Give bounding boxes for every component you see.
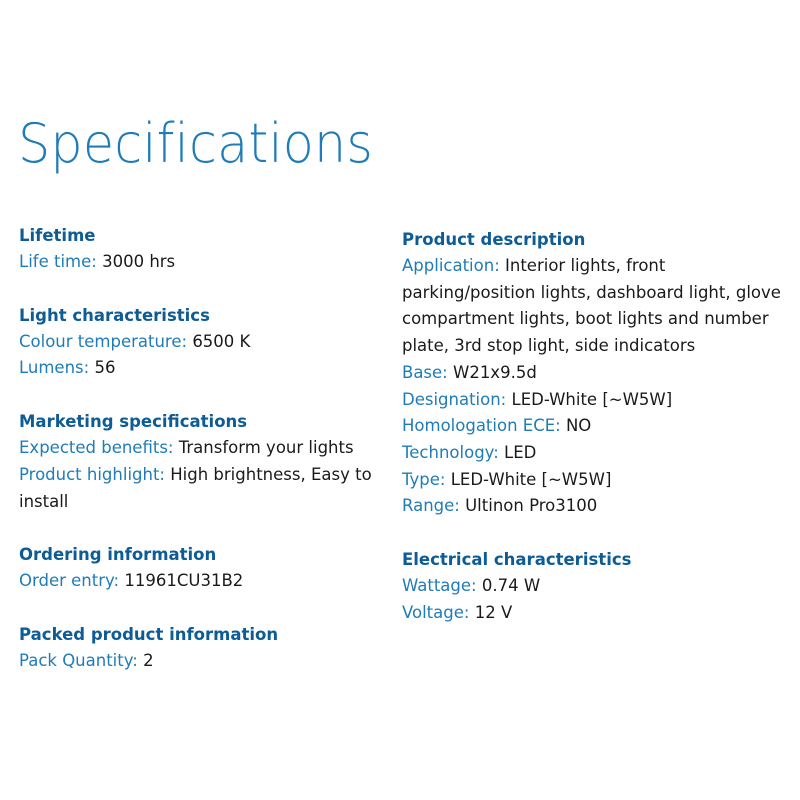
spec-value: 11961CU31B2	[124, 571, 244, 591]
lifetime-section	[19, 222, 389, 276]
spec-value: W21x9.5d	[453, 362, 537, 382]
product-description-section	[402, 226, 794, 520]
spec-value: NO	[565, 416, 592, 436]
spec-label: Homologation ECE:	[402, 416, 561, 436]
packed-section	[19, 621, 389, 675]
spec-label: Product highlight:	[19, 464, 165, 484]
spec-value: High brightness, Easy to install	[19, 464, 372, 511]
section-title-lifetime: Lifetime	[19, 226, 96, 245]
section-title-packed: Packed product information	[19, 624, 279, 644]
spec-value: 3000 hrs	[102, 252, 176, 271]
spec-row-technology	[402, 440, 794, 467]
spec-row-base	[402, 360, 794, 387]
marketing-section	[19, 408, 389, 515]
spec-label: Wattage:	[402, 576, 477, 596]
section-title-ordering: Ordering information	[19, 545, 217, 565]
spec-value: 12 V	[474, 602, 513, 622]
spec-value: 56	[94, 358, 116, 378]
spec-row-designation	[402, 387, 794, 414]
section-title-electrical: Electrical characteristics	[402, 550, 632, 570]
spec-row-type	[402, 467, 794, 494]
light-characteristics-section	[19, 302, 389, 382]
spec-value: LED-White [~W5W]	[450, 469, 612, 489]
spec-row-colour-temperature	[19, 329, 389, 356]
electrical-section	[402, 546, 794, 626]
spec-row-wattage	[402, 573, 794, 600]
spec-row-homologation	[402, 413, 794, 440]
spec-row-product-highlight	[19, 462, 389, 515]
spec-row-voltage	[402, 600, 794, 627]
spec-label: Type:	[402, 469, 446, 489]
spec-row-pack-quantity	[19, 648, 389, 675]
spec-label: Designation:	[402, 389, 507, 409]
spec-label: Range:	[402, 496, 460, 516]
spec-value: LED	[504, 442, 537, 462]
spec-label: Application:	[402, 256, 500, 275]
spec-row-application	[402, 253, 794, 360]
spec-value: 0.74 W	[481, 576, 541, 596]
right-column	[402, 226, 794, 626]
spec-label: Voltage:	[402, 602, 470, 622]
spec-label: Base:	[402, 362, 448, 382]
spec-label: Lumens:	[19, 358, 90, 378]
ordering-section	[19, 541, 389, 595]
spec-row-life-time	[19, 249, 389, 276]
spec-value: Interior lights, front parking/position lights, dashboard light, glove compartment lights, boot lights and number plate, 3rd stop light, side indicators	[402, 256, 781, 356]
section-title-light: Light characteristics	[19, 305, 210, 325]
page-title: Specifications	[18, 112, 373, 175]
spec-label: Pack Quantity:	[19, 650, 138, 670]
spec-value: Transform your lights	[178, 438, 354, 458]
spec-label: Technology:	[402, 442, 499, 462]
left-column	[19, 222, 389, 675]
section-title-product: Product description	[402, 230, 586, 249]
spec-value: 6500 K	[192, 331, 251, 351]
spec-row-range	[402, 493, 794, 520]
section-title-marketing: Marketing specifications	[19, 412, 248, 432]
spec-row-lumens	[19, 355, 389, 382]
spec-label: Life time:	[19, 252, 97, 271]
spec-value: 2	[143, 650, 154, 670]
spec-value: Ultinon Pro3100	[465, 496, 598, 516]
spec-row-expected-benefits	[19, 435, 389, 462]
spec-row-order-entry	[19, 568, 389, 595]
spec-label: Expected benefits:	[19, 438, 174, 458]
spec-label: Order entry:	[19, 571, 120, 591]
spec-value: LED-White [~W5W]	[511, 389, 673, 409]
spec-label: Colour temperature:	[19, 331, 188, 351]
